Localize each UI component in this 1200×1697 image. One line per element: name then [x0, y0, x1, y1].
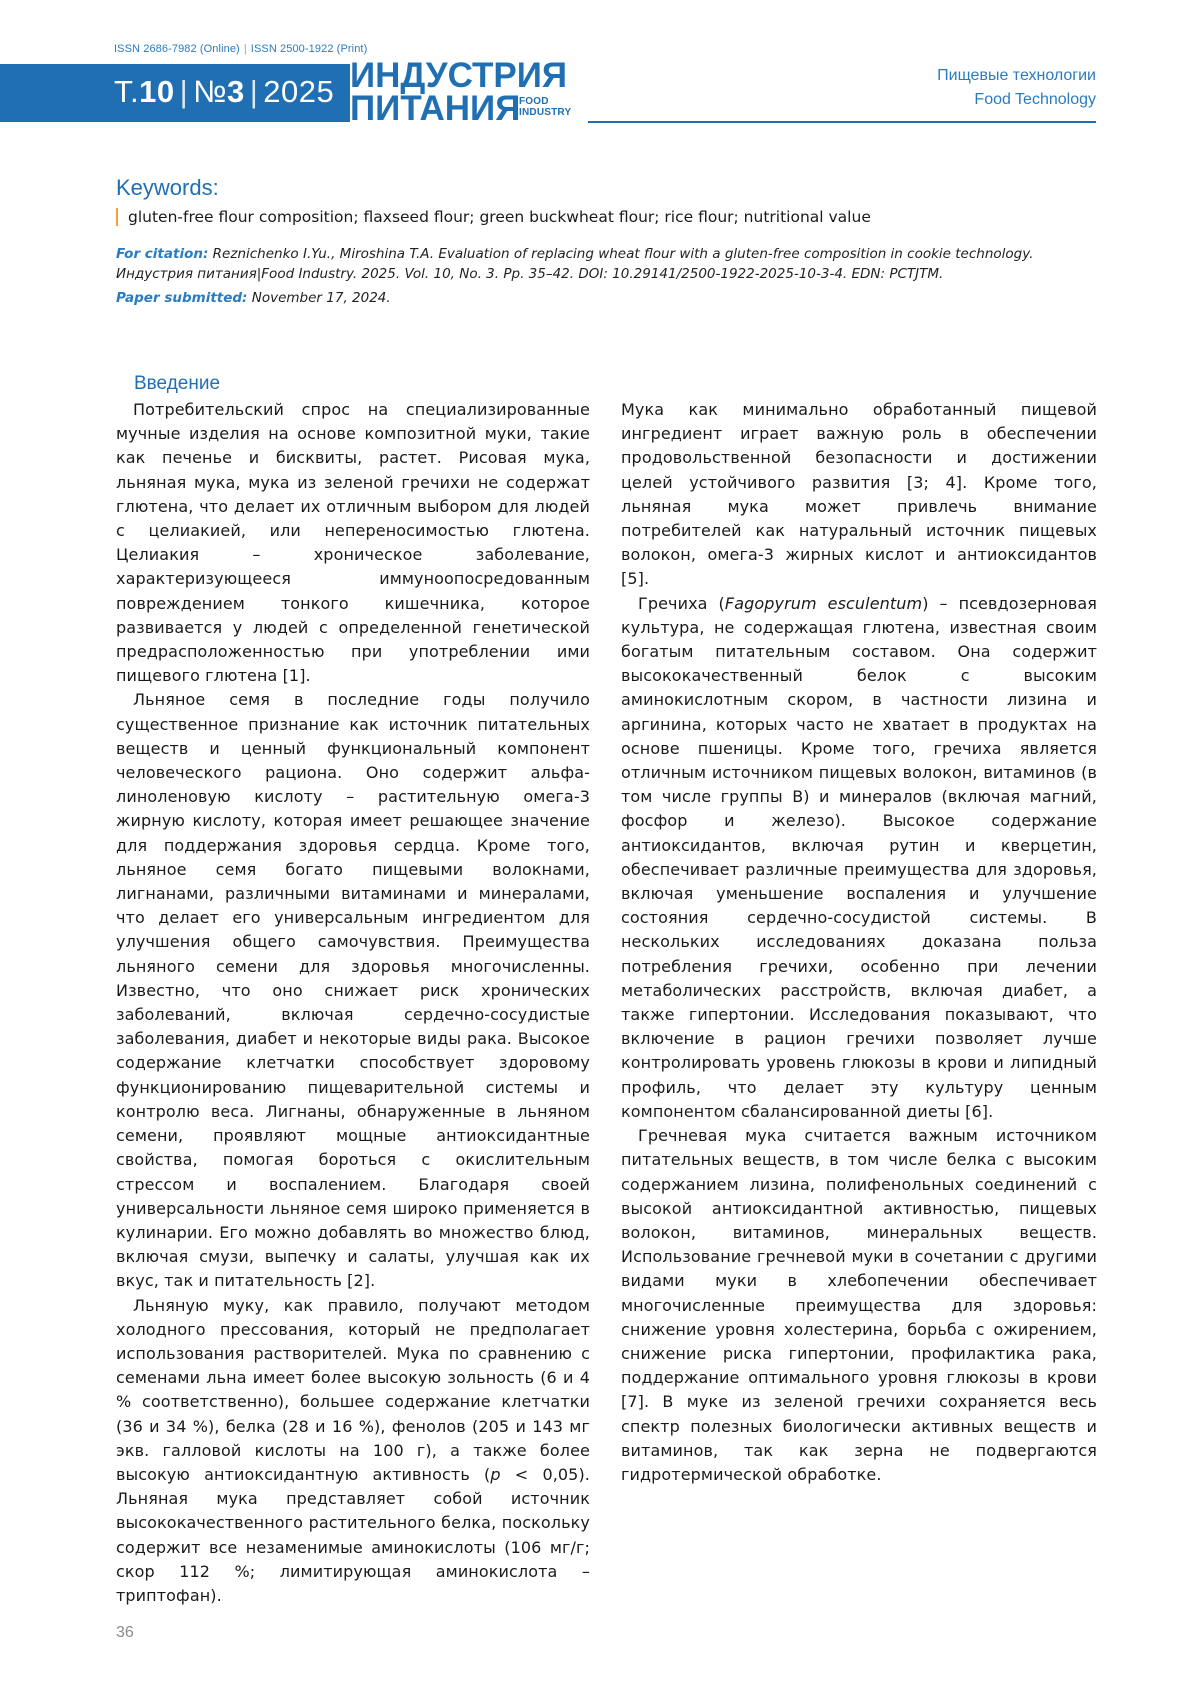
volume-issue-year: Т.10 | №3 | 2025: [114, 74, 335, 109]
rubric-en: Food Technology: [974, 91, 1096, 108]
volume-number: 10: [139, 74, 175, 109]
paragraph-5: Гречневая мука считается важным источником питательных веществ, в том числе белка с высоким содержанием лизина, полифенольных соединений с высокой антиоксидантной активностью, пищевых волокон, витаминов, минеральных веществ. Использование гречневой муки в сочетании с другими видами муки в хлебопечении обеспечивает многочисленные преимущества для здоровья: снижение уровня холестерина, борьба с ожирением, снижение риска гипертонии, профилактика рака, поддержание оптимального уровня глюкозы в крови [7]. В муке из зеленой гречихи сохраняется весь спектр полезных биологически активных веществ и витаминов, так как зерна не подвергаются гидротермической обработке.: [621, 1126, 1097, 1484]
citation-text: Reznichenko I.Yu., Miroshina T.A. Evaluation of replacing wheat flour with a gluten-free composition in cookie technology. Индустрия питания|Food Industry. 2025. Vol. 10, No. 3. Pp. 35–42. DOI: 10.29141/2500-1922-2025-10-3-4. EDN: PCTJTM.: [116, 246, 1034, 282]
issue-sign: №: [193, 74, 227, 109]
citation: [116, 244, 1106, 284]
right-column: [621, 398, 1097, 1487]
journal-title-line2: ПИТАНИЯ: [350, 89, 521, 128]
keywords-text: gluten-free flour composition; flaxseed flour; green buckwheat flour; rice flour; nutritional value: [116, 208, 871, 226]
issue-number: 3: [226, 74, 245, 109]
citation-label: For citation:: [116, 246, 209, 262]
journal-title-en: FOOD INDUSTRY: [513, 96, 571, 118]
keywords-title: Keywords:: [116, 175, 219, 200]
issn-online: ISSN 2686-7982 (Online): [114, 43, 240, 55]
volume-label: Т.: [114, 74, 140, 109]
rubric: [937, 64, 1096, 112]
paragraph-3: Льняную муку, как правило, получают методом холодного прессования, который не предполагает использования растворителей. Мука по сравнению с семенами льна имеет более высокую зольность (6 и 4 % соответственно), большее содержание клетчатки (36 и 34 %), белка (28 и 16 %), фенолов (205 и 143 мг экв. галловой кислоты на 100 г), а также более высокую антиоксидантную активность (p < 0,05). Льняная мука представляет собой источник высококачественного растительного белка, поскольку содержит все незаменимые аминокислоты (106 мг/г; скор 112 %; лимитирующая аминокислота – триптофан).: [116, 1295, 590, 1605]
paragraph-3-continued: Мука как минимально обработанный пищевой ингредиент играет важную роль в обеспечении продовольственной безопасности и достижении целей устойчивого развития [3; 4]. Кроме того, льняная мука может привлечь внимание потребителей как натуральный источник пищевых волокон, омега-3 жирных кислот и антиоксидантов [5].: [621, 400, 1097, 589]
journal-title-line1: ИНДУСТРИЯ: [350, 56, 568, 95]
header-divider: [588, 121, 1096, 123]
paragraph-2: Льняное семя в последние годы получило существенное признание как источник питательных веществ и ценный функциональный компонент человеческого рациона. Оно содержит альфа-линоленовую кислоту – растительную омега-3 жирную кислоту, которая имеет решающее значение для поддержания здоровья сердца. Кроме того, льняное семя богато пищевыми волокнами, лигнанами, различными витаминами и минералами, что делает его универсальным ингредиентом для улучшения общего самочувствия. Преимущества льняного семени для здоровья многочисленны. Известно, что оно снижает риск хронических заболеваний, включая сердечно-сосудистые заболевания, диабет и некоторые виды рака. Высокое содержание клетчатки способствует здоровому функционированию пищеварительной системы и контролю веса. Лигнаны, обнаруженные в льняном семени, проявляют мощные антиоксидантные свойства, помогая бороться с окислительным стрессом и воспалением. Благодаря своей универсальности льняное семя широко применяется в кулинарии. Его можно добавлять во множество блюд, включая смузи, выпечку и салаты, улучшая как их вкус, так и питательность [2].: [116, 690, 590, 1291]
submitted-date: November 17, 2024.: [251, 290, 391, 306]
submitted-label: Paper submitted:: [116, 290, 248, 306]
issn-separator: |: [243, 43, 247, 55]
issn-print: ISSN 2500-1922 (Print): [250, 43, 368, 55]
issn-line: [114, 43, 367, 55]
rubric-ru: Пищевые технологии: [937, 67, 1096, 84]
year: 2025: [263, 74, 335, 109]
left-column: [116, 398, 590, 1608]
paper-submitted: [116, 290, 391, 306]
paragraph-1: Потребительский спрос на специализированные мучные изделия на основе композитной муки, такие как печенье и бисквиты, растет. Рисовая мука, льняная мука, мука из зеленой гречихи не содержат глютена, что делает их отличным выбором для людей с целиакией, или непереносимостью глютена. Целиакия – хроническое заболевание, характеризующееся иммуноопосредованным повреждением тонкого кишечника, которое развивается у людей с определенной генетической предрасположенностью при употреблении ими пищевого глютена [1].: [116, 400, 590, 686]
section-title: Введение: [134, 373, 221, 394]
page-number: 36: [116, 1624, 134, 1641]
paragraph-4: Гречиха (Fagopyrum esculentum) – псевдозерновая культура, не содержащая глютена, известная своим богатым питательным составом. Она содержит высококачественный белок с высоким аминокислотным скором, в частности лизина и аргинина, которых часто не хватает в продуктах на основе пшеницы. Кроме того, гречиха является отличным источником пищевых волокон, витаминов (в том числе группы В) и минералов (включая магний, фосфор и железо). Высокое содержание антиоксидантов, включая рутин и кверцетин, обеспечивает различные преимущества для здоровья, включая уменьшение воспаления и улучшение состояния сердечно-сосудистой системы. В нескольких исследованиях доказана польза потребления гречихи, особенно при лечении метаболических расстройств, включая диабет, а также гипертонии. Исследования показывают, что включение в рацион гречихи позволяет лучше контролировать уровень глюкозы в крови и липидный профиль, что делает эту культуру ценным компонентом сбалансированной диеты [6].: [621, 593, 1098, 1121]
